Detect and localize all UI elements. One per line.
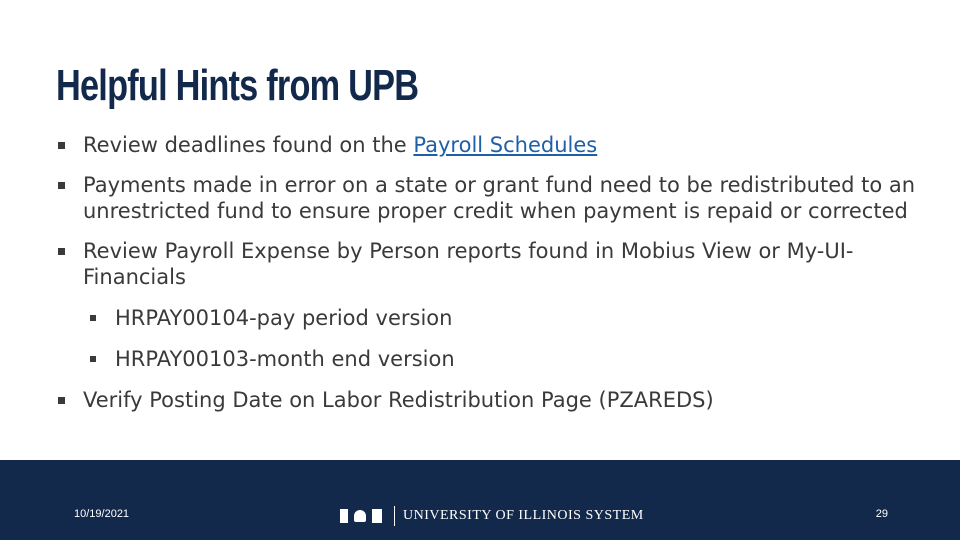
sub-bullet-text: HRPAY00104-pay period version (115, 306, 453, 330)
bullet-item (58, 387, 918, 413)
logo-divider (394, 506, 395, 526)
sub-bullet-item (90, 346, 918, 372)
page-number: 29 (875, 508, 888, 520)
bullet-list (58, 132, 918, 413)
sub-bullet-text: HRPAY00103-month end version (115, 347, 455, 371)
square-bullet-icon (90, 356, 96, 362)
bullet-item (58, 238, 918, 290)
bullet-item (58, 132, 918, 158)
square-bullet-icon (58, 182, 65, 189)
springfield-icon (372, 509, 382, 523)
chicago-icon (354, 510, 366, 522)
sub-bullet-item (90, 305, 918, 331)
square-bullet-icon (58, 142, 65, 149)
payroll-schedules-link[interactable]: Payroll Schedules (413, 133, 598, 157)
slide-title: Helpful Hints from UPB (56, 61, 419, 110)
bullet-item (58, 172, 918, 224)
university-logo (340, 505, 644, 527)
bullet-text: Verify Posting Date on Labor Redistribution Page (PZAREDS) (83, 388, 714, 412)
bullet-text: Review deadlines found on the (83, 133, 414, 157)
footer-date: 10/19/2021 (74, 508, 130, 520)
bullet-text: Payments made in error on a state or grant fund need to be redistributed to an unrestricted fund to ensure proper credit when payment is repaid or corrected (83, 173, 916, 223)
slide-footer (0, 460, 960, 540)
square-bullet-icon (58, 397, 65, 404)
bullet-text: Review Payroll Expense by Person reports found in Mobius View or My-UI-Financials (83, 239, 854, 289)
illinois-i-icon (340, 509, 348, 523)
square-bullet-icon (58, 248, 65, 255)
university-wordmark: UNIVERSITY OF ILLINOIS SYSTEM (403, 508, 644, 523)
square-bullet-icon (90, 315, 96, 321)
